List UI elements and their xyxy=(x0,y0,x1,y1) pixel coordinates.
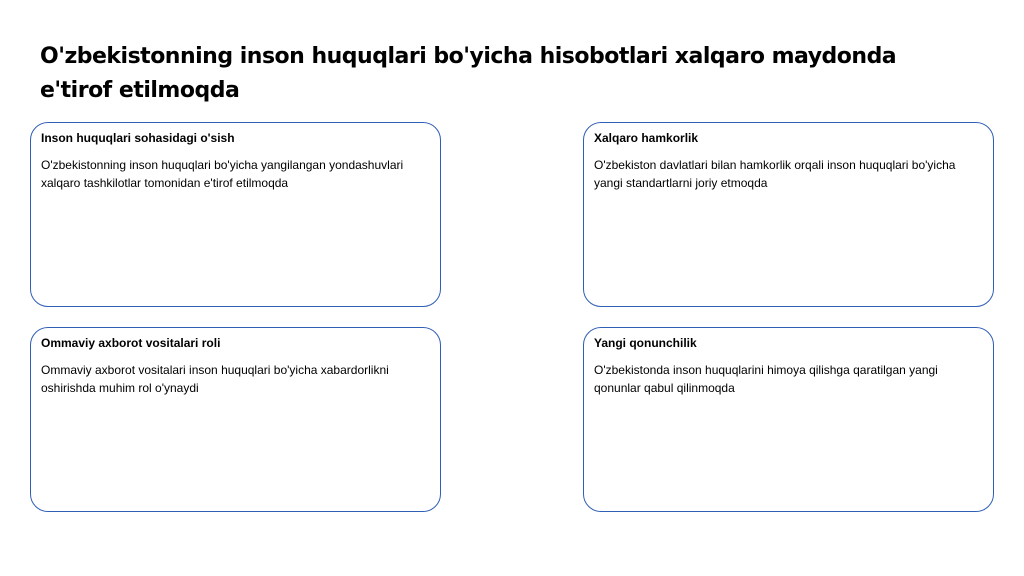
card-body: O'zbekiston davlatlari bilan hamkorlik orqali inson huquqlari bo'yicha yangi standartlarni joriy etmoqda xyxy=(594,158,956,190)
card-new-legislation xyxy=(583,327,994,512)
card-heading: Yangi qonunchilik xyxy=(594,336,697,350)
card-body: Ommaviy axborot vositalari inson huquqlari bo'yicha xabardorlikni oshirishda muhim rol o'ynaydi xyxy=(41,363,389,395)
card-body: O'zbekistonning inson huquqlari bo'yicha yangilangan yondashuvlari xalqaro tashkilotlar tomonidan e'tirof etilmoqda xyxy=(41,158,404,190)
card-human-rights-growth xyxy=(30,122,441,307)
card-body: O'zbekistonda inson huquqlarini himoya qilishga qaratilgan yangi qonunlar qabul qilinmoqda xyxy=(594,363,938,395)
card-international-cooperation xyxy=(583,122,994,307)
card-heading: Xalqaro hamkorlik xyxy=(594,131,699,145)
card-heading: Inson huquqlari sohasidagi o'sish xyxy=(41,131,235,145)
card-heading: Ommaviy axborot vositalari roli xyxy=(41,336,221,350)
card-media-role xyxy=(30,327,441,512)
slide-title: O'zbekistonning inson huquqlari bo'yicha hisobotlari xalqaro maydonda e'tirof etilmoqda xyxy=(40,44,897,103)
